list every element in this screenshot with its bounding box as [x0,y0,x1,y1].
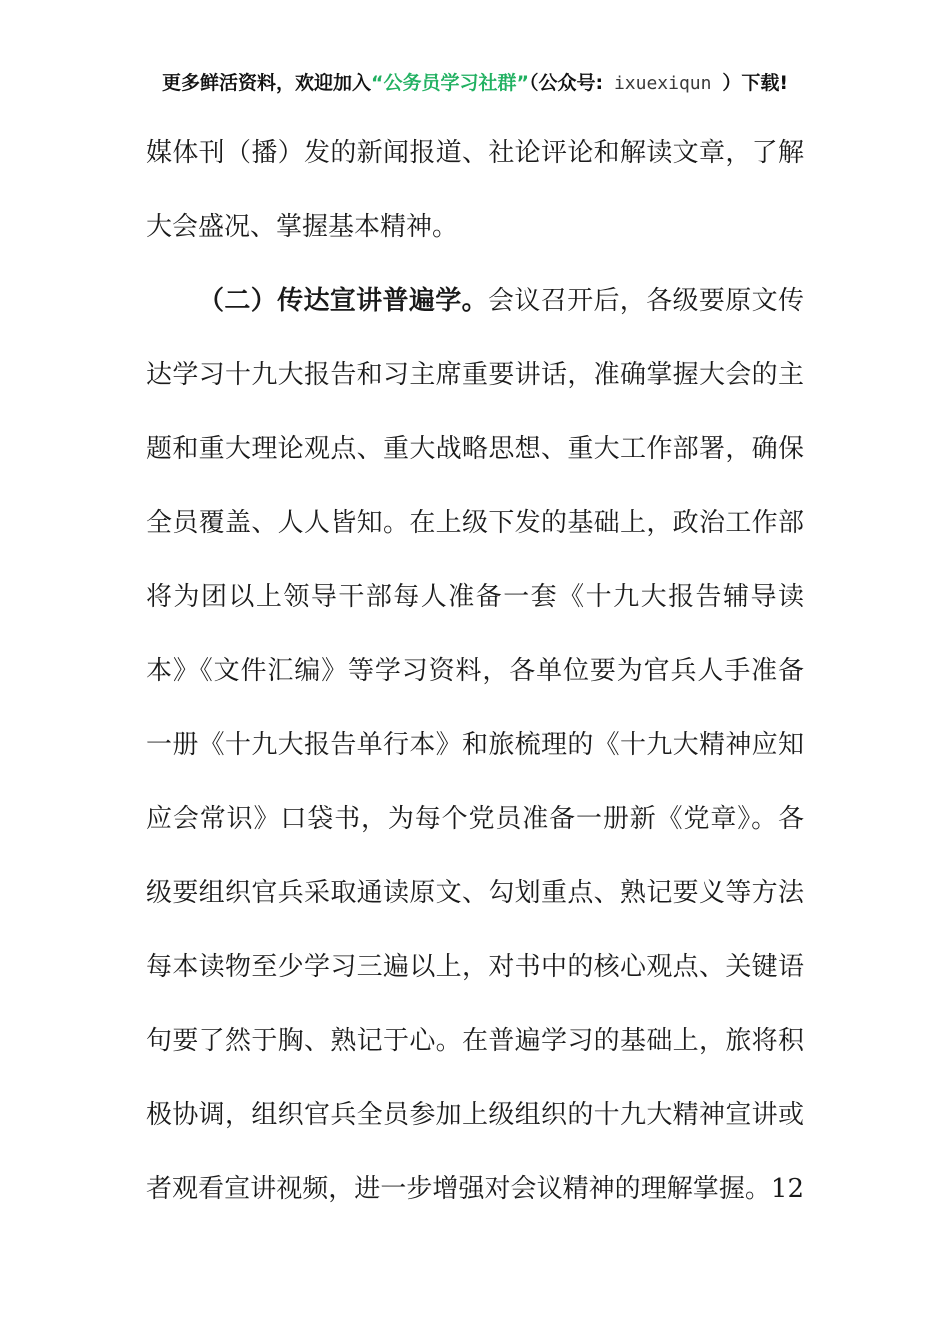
body-line: 将为团以上领导干部每人准备一套《十九大报告辅导读 [146,582,804,612]
body-line: 应会常识》口袋书，为每个党员准备一册新《党章》。各 [146,804,804,834]
body-line: 大会盛况、掌握基本精神。 [146,212,459,242]
section-heading-text: 会议召开后，各级要原文传 [488,286,804,316]
body-line: 句要了然于胸、熟记于心。在普遍学习的基础上，旅将积 [146,1026,804,1056]
section-heading-line [198,281,804,321]
banner-mid: （公众号: [529,72,604,94]
section-heading: （二）传达宣讲普遍学。 [198,286,488,316]
body-line: 一册《十九大报告单行本》和旅梳理的《十九大精神应知 [146,730,804,760]
banner-group-name: “公务员学习社群” [371,72,529,94]
download-banner [0,68,950,95]
body-line: 者观看宣讲视频，进一步增强对会议精神的理解掌握。12 [146,1174,804,1204]
body-line: 极协调，组织官兵全员参加上级组织的十九大精神宣讲或 [146,1100,804,1130]
banner-suffix: ）下载! [722,72,788,94]
body-line: 本》《文件汇编》等学习资料，各单位要为官兵人手准备 [146,656,804,686]
body-line: 达学习十九大报告和习主席重要讲话，准确掌握大会的主 [146,360,804,390]
body-line: 全员覆盖、人人皆知。在上级下发的基础上，政治工作部 [146,508,804,538]
body-line: 级要组织官兵采取通读原文、勾划重点、熟记要义等方法 [146,878,804,908]
body-line: 题和重大理论观点、重大战略思想、重大工作部署，确保 [146,434,804,464]
body-line: 媒体刊（播）发的新闻报道、社论评论和解读文章，了解 [146,138,804,168]
banner-account: ixuexiqun [603,73,723,94]
body-line: 每本读物至少学习三遍以上，对书中的核心观点、关键语 [146,952,804,982]
banner-prefix: 更多鲜活资料，欢迎加入 [162,72,372,94]
